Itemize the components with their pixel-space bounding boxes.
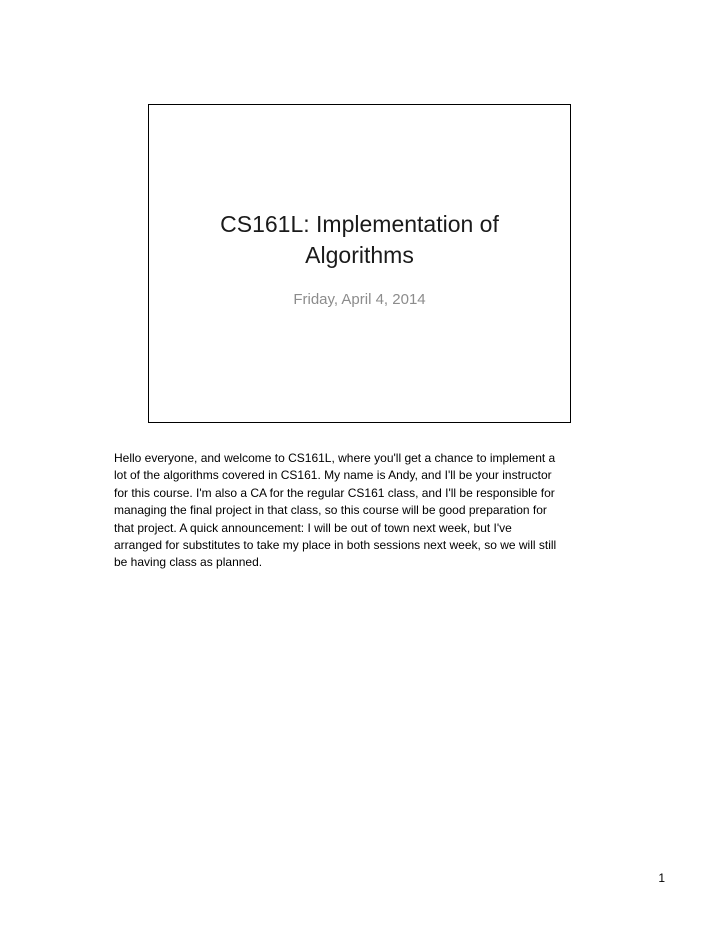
notes-line: lot of the algorithms covered in CS161. My name is Andy, and I'll be your instructor	[114, 468, 552, 483]
notes-line: arranged for substitutes to take my place in both sessions next week, so we will still	[114, 538, 557, 553]
notes-line: managing the final project in that class, so this course will be good preparation for	[114, 503, 547, 518]
page-number: 1	[658, 871, 665, 885]
notes-line: be having class as planned.	[114, 555, 263, 570]
slide-title	[149, 209, 570, 271]
notes-line: that project. A quick announcement: I will be out of town next week, but I've	[114, 520, 512, 535]
speaker-notes	[114, 450, 614, 572]
slide-title-line: Algorithms	[305, 242, 414, 268]
notes-line: for this course. I'm also a CA for the regular CS161 class, and I'll be responsible for	[114, 485, 555, 500]
slide-thumbnail	[148, 104, 571, 423]
slide-subtitle-date: Friday, April 4, 2014	[293, 291, 426, 308]
slide-title-line: CS161L: Implementation of	[220, 211, 499, 237]
notes-line: Hello everyone, and welcome to CS161L, where you'll get a chance to implement a	[114, 451, 556, 465]
